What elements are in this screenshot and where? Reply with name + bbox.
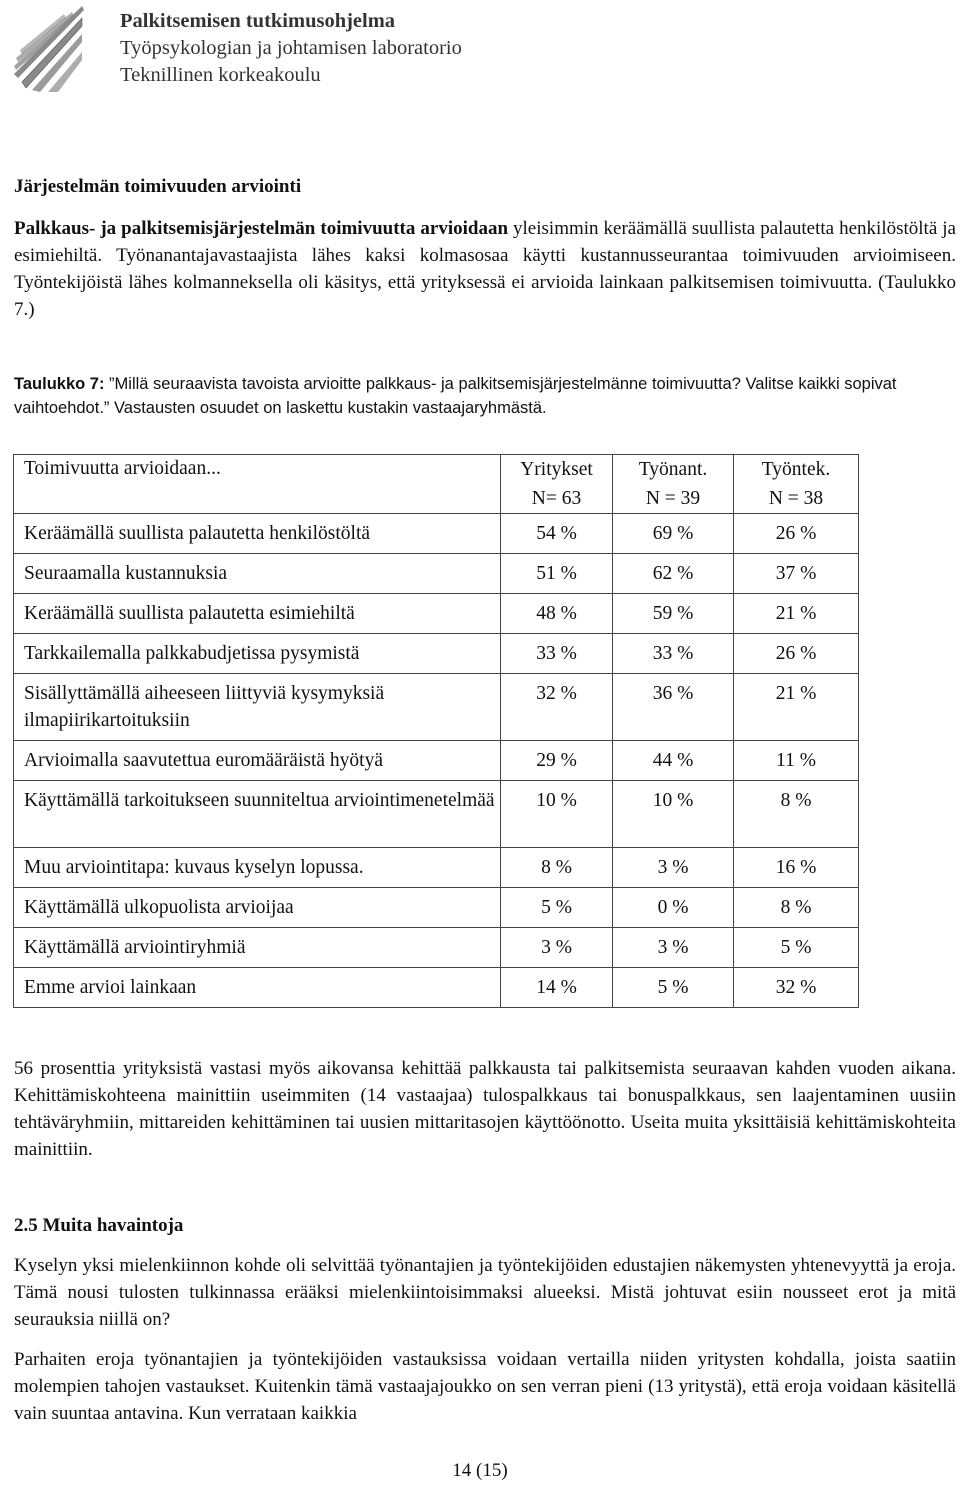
- row-value-employers: 10 %: [613, 781, 734, 848]
- section2-title: 2.5 Muita havaintoja: [14, 1215, 184, 1236]
- results-table: [13, 454, 859, 1008]
- table-row: [14, 928, 859, 968]
- page-number: 14 (15): [452, 1460, 508, 1481]
- row-value-employers: 33 %: [613, 634, 734, 674]
- header-university: Teknillinen korkeakoulu: [120, 64, 321, 86]
- row-value-employers: 0 %: [613, 888, 734, 928]
- header-label: Toimivuutta arvioidaan...: [24, 458, 221, 479]
- row-label: Keräämällä suullista palautetta esimiehiltä: [14, 594, 501, 634]
- row-value-companies: 33 %: [501, 634, 613, 674]
- row-value-employees: 11 %: [734, 741, 859, 781]
- row-value-companies: 3 %: [501, 928, 613, 968]
- row-value-companies: 48 %: [501, 594, 613, 634]
- row-value-companies: 5 %: [501, 888, 613, 928]
- row-label: Muu arviointitapa: kuvaus kyselyn lopussa.: [14, 848, 501, 888]
- row-value-employees: 8 %: [734, 888, 859, 928]
- row-label: Sisällyttämällä aiheeseen liittyviä kysymyksiä ilmapiirikartoituksiin: [14, 674, 501, 741]
- table-row: [14, 674, 859, 741]
- row-value-employees: 8 %: [734, 781, 859, 848]
- row-value-companies: 54 %: [501, 514, 613, 554]
- table-row: [14, 594, 859, 634]
- row-value-employees: 26 %: [734, 514, 859, 554]
- row-value-companies: 14 %: [501, 968, 613, 1008]
- table-row: [14, 514, 859, 554]
- table-caption: [14, 372, 959, 420]
- row-value-employers: 3 %: [613, 848, 734, 888]
- row-value-companies: 32 %: [501, 674, 613, 741]
- table-row: [14, 888, 859, 928]
- row-value-employees: 21 %: [734, 674, 859, 741]
- header-col1-line1: Yritykset: [520, 459, 593, 480]
- row-label: Keräämällä suullista palautetta henkilöstöltä: [14, 514, 501, 554]
- row-label: Käyttämällä arviointiryhmiä: [14, 928, 501, 968]
- caption-text: ”Millä seuraavista tavoista arvioitte palkkaus- ja palkitsemisjärjestelmänne toimivuutta? Valitse kaikki sopivat vaihtoehdot.” Vastausten osuudet on laskettu kustakin vastaajaryhmästä.: [14, 375, 897, 417]
- row-label: Seuraamalla kustannuksia: [14, 554, 501, 594]
- intro-text: yleisimmin keräämällä suullista palautetta henkilöstöltä ja esimiehiltä. Työnanantajavastaajista lähes kaksi kolmasosaa käytti kustannusseurantaa toimivuuden arvioimiseen. Työntekijöistä lähes kolmanneksella oli käsitys, että yrityksessä ei arvioida lainkaan palkitsemisen toimivuutta. (Taulukko 7.): [14, 218, 956, 320]
- header-col1-line2: N= 63: [531, 488, 582, 509]
- row-value-employers: 5 %: [613, 968, 734, 1008]
- row-value-employees: 32 %: [734, 968, 859, 1008]
- row-value-companies: 51 %: [501, 554, 613, 594]
- university-logo-icon: [12, 4, 86, 94]
- row-label: Emme arvioi lainkaan: [14, 968, 501, 1008]
- table-row: [14, 848, 859, 888]
- header-org: Palkitsemisen tutkimusohjelma: [120, 10, 396, 32]
- table-row: [14, 634, 859, 674]
- header-col-employees: [734, 455, 859, 514]
- table-row: [14, 741, 859, 781]
- header-col3-line1: Työntek.: [761, 459, 831, 480]
- intro-paragraph: [14, 215, 956, 323]
- comparison-paragraph: Parhaiten eroja työnantajien ja työntekijöiden vastauksissa voidaan vertailla niiden yritysten kohdalla, joista saatiin molempien tahojen vastaukset. Kuitenkin tämä vastaajajoukko on sen verran pieni (13 yritystä), että eroja voidaan käsitellä vain suuntaa antavina. Kun verrataan kaikkia: [14, 1349, 956, 1424]
- intro-bold: Palkkaus- ja palkitsemisjärjestelmän toimivuutta arvioidaan: [14, 218, 509, 239]
- row-value-employers: 69 %: [613, 514, 734, 554]
- row-label: Käyttämällä ulkopuolista arvioijaa: [14, 888, 501, 928]
- table-row: [14, 781, 859, 848]
- row-value-employees: 5 %: [734, 928, 859, 968]
- row-value-employers: 3 %: [613, 928, 734, 968]
- row-label: Arvioimalla saavutettua euromääräistä hyötyä: [14, 741, 501, 781]
- row-value-employers: 59 %: [613, 594, 734, 634]
- header-col3-line2: N = 38: [768, 488, 824, 509]
- document-header: [120, 8, 462, 89]
- header-col2-line2: N = 39: [645, 488, 701, 509]
- row-value-employees: 21 %: [734, 594, 859, 634]
- table-header-row: [14, 455, 859, 514]
- row-value-employees: 37 %: [734, 554, 859, 594]
- row-value-employees: 16 %: [734, 848, 859, 888]
- section-title: Järjestelmän toimivuuden arviointi: [14, 176, 302, 197]
- table-row: [14, 554, 859, 594]
- row-value-companies: 29 %: [501, 741, 613, 781]
- header-col-employers: [613, 455, 734, 514]
- header-label-cell: [14, 455, 501, 514]
- header-lab: Työpsykologian ja johtamisen laboratorio: [120, 37, 462, 59]
- row-label: Käyttämällä tarkoitukseen suunniteltua arviointimenetelmää: [14, 781, 501, 848]
- row-value-employees: 26 %: [734, 634, 859, 674]
- row-value-companies: 8 %: [501, 848, 613, 888]
- observations-paragraph: Kyselyn yksi mielenkiinnon kohde oli selvittää työnantajien ja työntekijöiden edustajien näkemysten yhtenevyyttä ja eroja. Tämä nousi tulosten tulkinnassa erääksi mielenkiintoisimmaksi alueeksi. Mistä johtuvat esiin nousseet erot ja mitä seurauksia niillä on?: [14, 1255, 956, 1330]
- row-value-employers: 36 %: [613, 674, 734, 741]
- row-value-employers: 62 %: [613, 554, 734, 594]
- row-label: Tarkkailemalla palkkabudjetissa pysymistä: [14, 634, 501, 674]
- table-row: [14, 968, 859, 1008]
- caption-label: Taulukko 7:: [14, 375, 105, 393]
- header-col2-line1: Työnant.: [638, 459, 708, 480]
- row-value-companies: 10 %: [501, 781, 613, 848]
- row-value-employers: 44 %: [613, 741, 734, 781]
- header-col-companies: [501, 455, 613, 514]
- development-paragraph: 56 prosenttia yrityksistä vastasi myös aikovansa kehittää palkkausta tai palkitsemista seuraavan kahden vuoden aikana. Kehittämiskohteena mainittiin useimmiten (14 vastaajaa) tulospalkkaus tai bonuspalkkaus, sen laajentaminen uusiin tehtäväryhmiin, mittareiden kehittäminen tai uusien mittaritasojen käyttöönotto. Useita muita yksittäisiä kehittämiskohteita mainittiin.: [14, 1058, 956, 1160]
